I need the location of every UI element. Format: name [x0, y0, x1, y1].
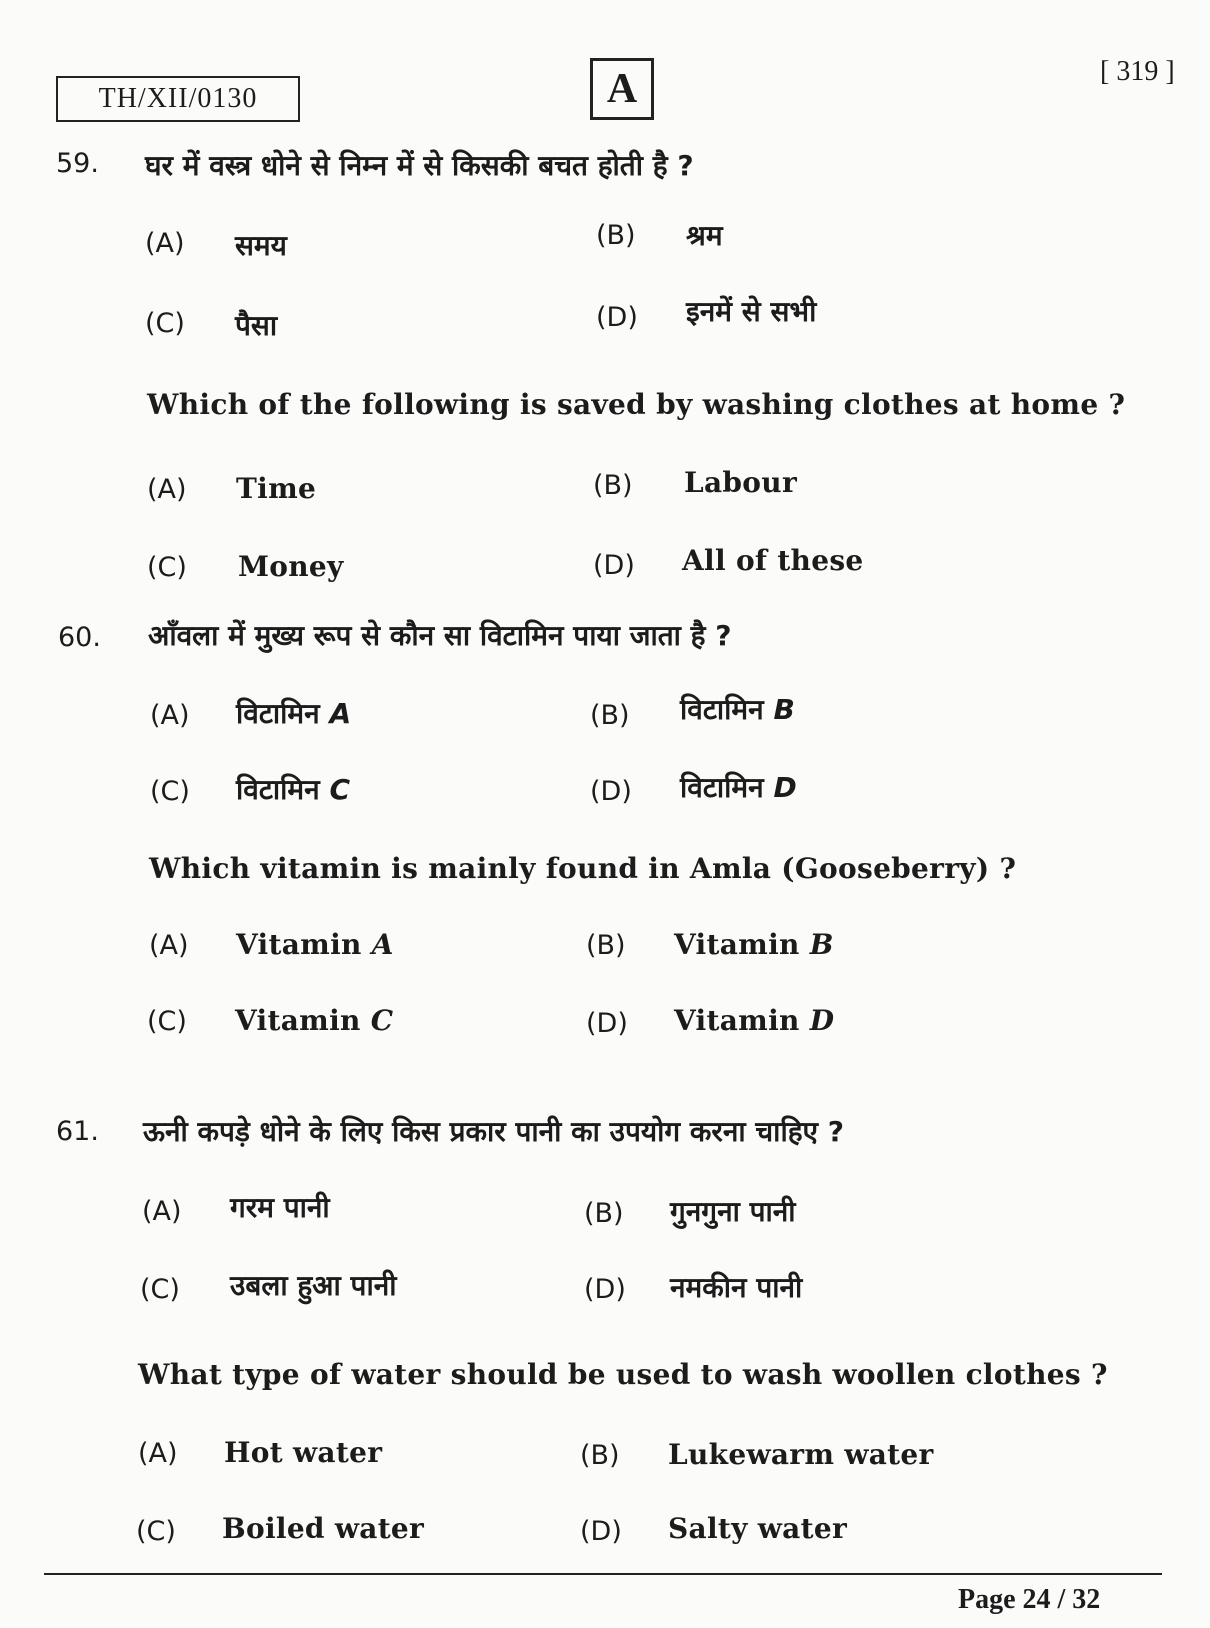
option-label: (B)	[590, 700, 630, 731]
option-label: (A)	[145, 228, 185, 259]
footer-divider	[44, 1573, 1162, 1575]
option-text: इनमें से सभी	[686, 295, 817, 328]
option-label: (A)	[142, 1196, 182, 1227]
option-label: (C)	[150, 776, 190, 807]
question-text-hindi: ऊनी कपड़े धोने के लिए किस प्रकार पानी का उपयोग करना चाहिए ?	[143, 1115, 845, 1148]
option-label: (A)	[150, 700, 190, 731]
option-label: (D)	[596, 302, 638, 333]
option-text: Boiled water	[222, 1512, 425, 1545]
option-text: All of these	[682, 544, 864, 577]
option-label: (C)	[136, 1516, 176, 1547]
option-text: Vitamin D	[674, 1004, 835, 1037]
option-label: (C)	[147, 1006, 187, 1037]
option-label: (D)	[590, 776, 632, 807]
option-label: (B)	[584, 1198, 624, 1229]
option-label: (B)	[596, 220, 636, 251]
paper-code: TH/XII/0130	[56, 76, 300, 122]
option-text: Salty water	[668, 1512, 847, 1545]
set-label: A	[590, 58, 654, 120]
option-text: समय	[235, 229, 287, 262]
option-label: (A)	[149, 930, 189, 961]
vitamin-letter: B	[773, 693, 795, 726]
question-number: 60.	[58, 622, 101, 653]
vitamin-letter: D	[809, 1004, 835, 1037]
option-text: श्रम	[686, 219, 723, 252]
option-text: Vitamin B	[674, 928, 834, 961]
question-text-hindi: आँवला में मुख्य रूप से कौन सा विटामिन पाया जाता है ?	[148, 619, 732, 652]
question-text-english: Which of the following is saved by washing clothes at home ?	[147, 388, 1126, 421]
option-text: नमकीन पानी	[670, 1271, 803, 1304]
vitamin-letter: C	[329, 773, 351, 806]
page-reference: [ 319 ]	[1100, 56, 1175, 87]
option-text: पैसा	[235, 309, 278, 342]
question-text-hindi: घर में वस्त्र धोने से निम्न में से किसकी बचत होती है ?	[145, 149, 694, 182]
question-number: 61.	[56, 1116, 99, 1147]
option-text: विटामिन D	[680, 771, 797, 804]
vitamin-letter: D	[773, 771, 797, 804]
option-text: विटामिन C	[236, 773, 351, 806]
question-number: 59.	[56, 148, 99, 179]
option-label: (A)	[147, 474, 187, 505]
vitamin-letter: B	[809, 928, 834, 961]
vitamin-letter: C	[370, 1004, 394, 1037]
option-label: (A)	[138, 1438, 178, 1469]
vitamin-letter: A	[371, 928, 394, 961]
option-label: (D)	[593, 550, 635, 581]
option-label: (C)	[145, 308, 185, 339]
option-text: गुनगुना पानी	[670, 1195, 796, 1228]
option-label: (D)	[580, 1516, 622, 1547]
option-label: (D)	[584, 1274, 626, 1305]
option-label: (B)	[580, 1440, 620, 1471]
option-text: Hot water	[224, 1436, 383, 1469]
option-label: (B)	[593, 470, 633, 501]
option-label: (D)	[586, 1008, 628, 1039]
option-text: Lukewarm water	[668, 1438, 934, 1471]
option-text: Vitamin A	[236, 928, 394, 961]
option-text: Money	[238, 550, 344, 583]
option-text: Time	[236, 472, 317, 505]
option-text: विटामिन A	[236, 697, 352, 730]
option-label: (C)	[140, 1274, 180, 1305]
option-label: (B)	[586, 930, 626, 961]
option-text: उबला हुआ पानी	[230, 1269, 397, 1302]
option-label: (C)	[147, 552, 187, 583]
option-text: Vitamin C	[235, 1004, 394, 1037]
option-text: विटामिन B	[680, 693, 795, 726]
page-number: Page 24 / 32	[958, 1584, 1101, 1615]
option-text: Labour	[684, 466, 797, 499]
option-text: गरम पानी	[230, 1191, 330, 1224]
question-text-english: Which vitamin is mainly found in Amla (Gooseberry) ?	[149, 852, 1017, 885]
vitamin-letter: A	[329, 697, 352, 730]
question-text-english: What type of water should be used to wash woollen clothes ?	[138, 1358, 1108, 1391]
